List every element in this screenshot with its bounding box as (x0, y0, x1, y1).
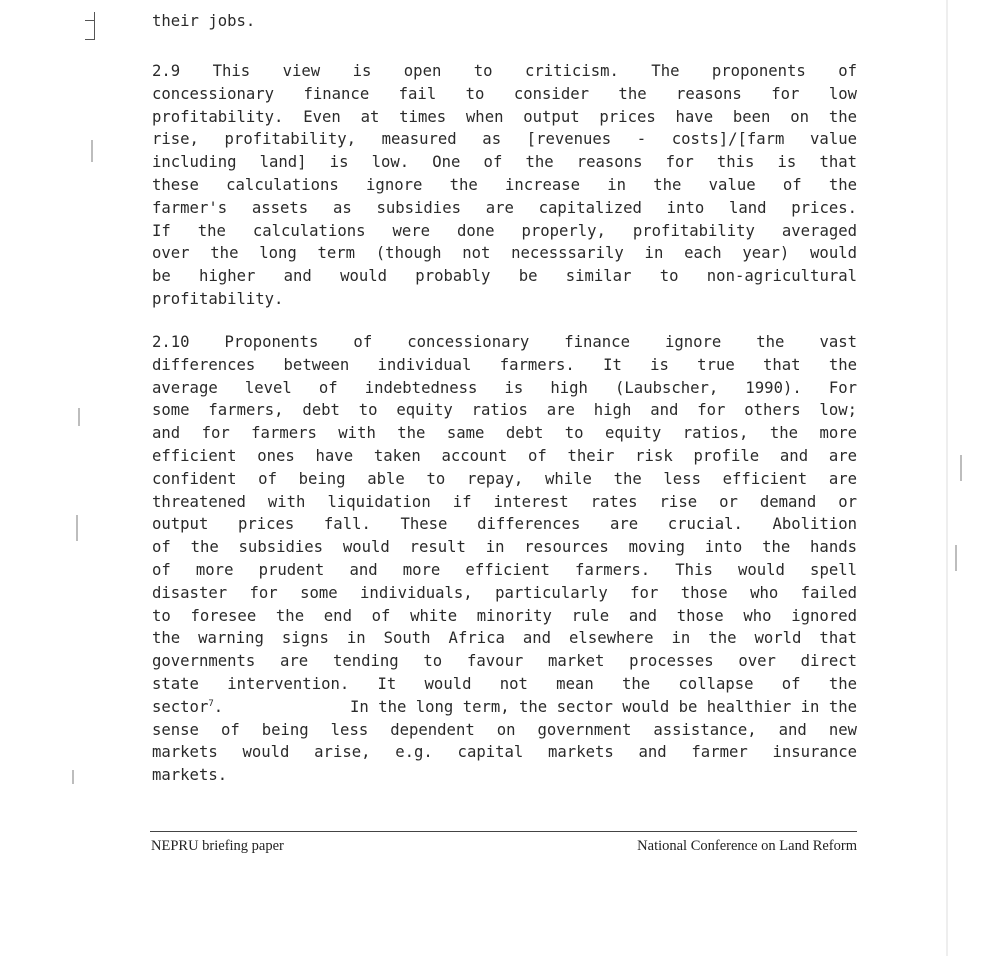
text-line: their jobs. (152, 12, 256, 30)
text-line: the warning signs in South Africa and elsewhere in the world that (152, 629, 857, 648)
margin-tick (76, 515, 78, 541)
text-line: profitability. Even at times when output prices have been on the (152, 107, 857, 126)
text-fragment: sector (152, 697, 209, 716)
text-line: rise, profitability, measured as [revenues - costs]/[farm value (152, 130, 857, 149)
text-line: farmer's assets as subsidies are capitalized into land prices. (152, 198, 857, 217)
text-line: profitability. (152, 289, 284, 308)
text-line: markets would arise, e.g. capital markets and farmer insurance (152, 743, 857, 762)
text-line: confident of being able to repay, while the less efficient are (152, 469, 857, 488)
text-line: disaster for some individuals, particularly for those who failed (152, 583, 857, 602)
margin-tick (72, 770, 74, 784)
text-line: state intervention. It would not mean the collapse of the (152, 674, 857, 693)
text-line: If the calculations were done properly, profitability averaged (152, 221, 857, 240)
text-line: markets. (152, 766, 228, 785)
margin-tick (78, 408, 80, 426)
text-line: 2.10 Proponents of concessionary finance ignore the vast (152, 333, 857, 351)
text-line: output prices fall. These differences are crucial. Abolition (152, 515, 857, 534)
footer-right-text: National Conference on Land Reform (637, 838, 857, 854)
text-fragment: In the long term, the sector would be healthier in the (350, 697, 857, 716)
text-line: over the long term (though not necesssarily in each year) would (152, 244, 857, 263)
binder-mark (84, 12, 95, 40)
footnote-reference: 7 (208, 698, 214, 709)
footer-left-text: NEPRU briefing paper (151, 838, 284, 854)
paragraph-2-9 (152, 60, 857, 311)
text-line: and for farmers with the same debt to equity ratios, the more (152, 424, 857, 443)
footer-rule (150, 831, 857, 832)
text-line: including land] is low. One of the reasons for this is that (152, 153, 857, 172)
text-line: average level of indebtedness is high (Laubscher, 1990). For (152, 378, 857, 397)
text-line: differences between individual farmers. It is true that the (152, 355, 857, 374)
margin-tick (91, 140, 93, 162)
text-line: sense of being less dependent on government assistance, and new (152, 720, 857, 739)
text-line: concessionary finance fail to consider the reasons for low (152, 84, 857, 103)
text-line: some farmers, debt to equity ratios are high and for others low; (152, 401, 857, 420)
margin-tick (960, 455, 962, 481)
text-line: threatened with liquidation if interest rates rise or demand or (152, 492, 857, 511)
continuation-text (152, 10, 857, 33)
paragraph-2-10 (152, 331, 857, 787)
text-line: to foresee the end of white minority rule and those who ignored (152, 606, 857, 625)
text-line: sector$^7$. In the long term, the sector would be healthier in the (152, 696, 857, 719)
text-line: of more prudent and more efficient farmers. This would spell (152, 560, 857, 579)
text-line: of the subsidies would result in resources moving into the hands (152, 538, 857, 557)
text-line: be higher and would probably be similar to non-agricultural (152, 267, 857, 286)
text-line: efficient ones have taken account of their risk profile and are (152, 446, 857, 465)
text-line: 2.9 This view is open to criticism. The proponents of (152, 62, 857, 80)
text-line: these calculations ignore the increase in the value of the (152, 175, 857, 194)
scan-edge (946, 0, 948, 956)
margin-tick (955, 545, 957, 571)
text-line: governments are tending to favour market processes over direct (152, 652, 857, 671)
